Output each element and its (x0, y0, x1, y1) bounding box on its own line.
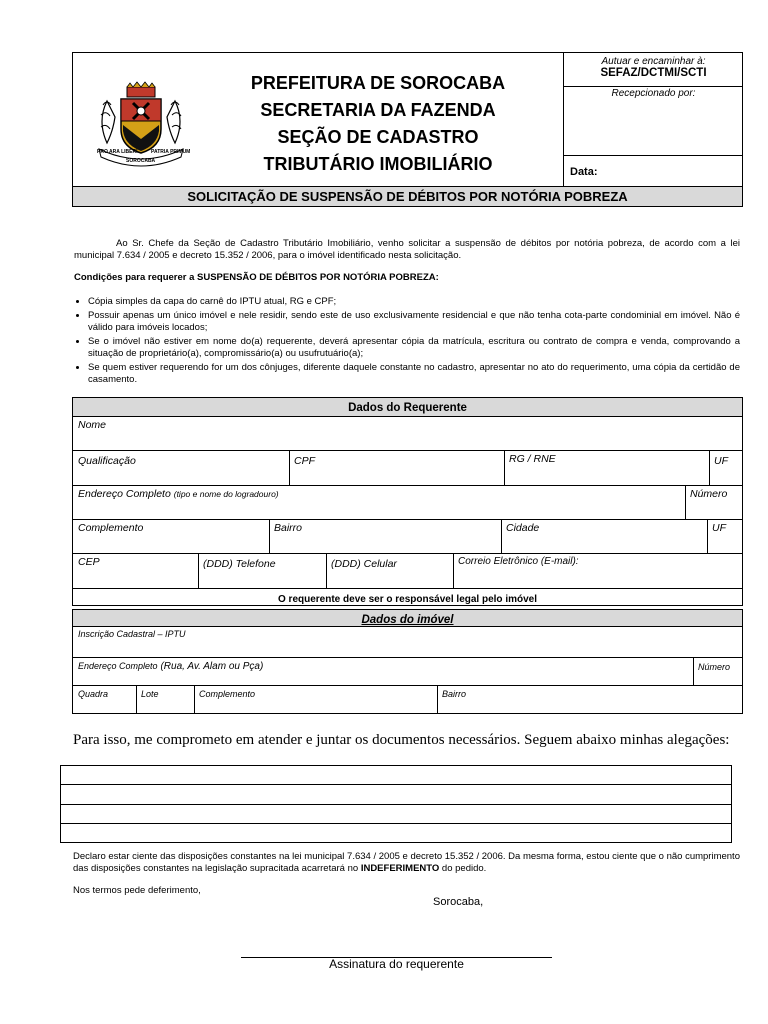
org-title (191, 70, 565, 178)
imovel-title: Dados do imóvel (361, 614, 454, 626)
org-line-1: PREFEITURA DE SOROCABA (250, 73, 506, 93)
lote-label: Lote (141, 689, 159, 699)
imovel-endereco-prefix: Endereço Completo (78, 661, 158, 671)
requerente-title: Dados do Requerente (348, 402, 467, 414)
signature-label: Assinatura do requerente (329, 957, 464, 971)
celular-label: (DDD) Celular (331, 558, 397, 570)
crest-motto-right: PATRIA PRIMUM (151, 149, 191, 155)
email-label: Correio Eletrônico (E-mail): (458, 556, 579, 567)
imovel-endereco-suffix: (Rua, Av. Alam ou Pça) (160, 661, 264, 672)
route-value: SEFAZ/DCTMI/SCTI (600, 67, 707, 79)
bairro-label: Bairro (274, 522, 303, 534)
uf-field[interactable] (709, 451, 742, 485)
form-title-band (73, 186, 742, 206)
intro-paragraph: Ao Sr. Chefe da Seção de Cadastro Tributário Imobiliário, venho solicitar a suspensão de débitos por notória pobreza, de acordo com a lei municipal 7.634 / 2005 e decreto 15.352 / 2006, para o imóvel identificado nesta solicitação. (74, 238, 740, 261)
alegacoes-text: Para isso, me comprometo em atender e juntar os documentos necessários. Seguem abaixo minhas alegações: (73, 732, 730, 748)
date-field[interactable] (564, 156, 743, 186)
rg-label: RG / RNE (509, 453, 556, 465)
conditions-list (74, 296, 740, 386)
condition-item: • Cópia simples da capa do carnê do IPTU atual, RG e CPF; (88, 296, 740, 308)
cidade-label: Cidade (506, 522, 540, 534)
inscricao-label: Inscrição Cadastral – IPTU (78, 629, 186, 639)
rg-field[interactable] (504, 451, 710, 485)
routing-panel (563, 53, 743, 186)
cep-field[interactable] (73, 554, 199, 588)
declaration-start: Declaro estar ciente das disposições constantes na lei municipal 7.634 / 2005 e decreto 15.352 / 2006. Da mesma forma, estou ciente que o não cumprimento das disposições constantes na legislação supracitada acarretará no (73, 851, 740, 874)
declaration-bold: INDEFERIMENTO (360, 863, 440, 874)
celular-field[interactable] (326, 554, 454, 588)
endereco-label (78, 488, 279, 500)
email-field[interactable] (453, 554, 742, 588)
alegacao-line[interactable] (61, 766, 731, 785)
endereco-label-text: Endereço Completo (78, 488, 171, 500)
qualificacao-field[interactable] (73, 451, 290, 485)
complemento-field[interactable] (73, 520, 270, 553)
alegacao-line[interactable] (61, 785, 731, 805)
imovel-endereco-field[interactable] (73, 658, 694, 685)
org-line-2: SECRETARIA DA FAZENDA (260, 100, 496, 120)
imovel-complemento-label: Complemento (199, 689, 256, 699)
alegacao-line[interactable] (61, 824, 731, 842)
alegacoes-lines[interactable] (60, 765, 732, 843)
declaration (73, 851, 741, 875)
telefone-label: (DDD) Telefone (203, 558, 276, 570)
numero-field[interactable] (685, 486, 742, 519)
crest-ribbon: SOROCABA (126, 158, 156, 164)
nome-label: Nome (78, 419, 107, 431)
complemento-label: Complemento (78, 522, 144, 534)
imovel-numero-label: Número (698, 662, 731, 672)
conditions-title: Condições para requerer a SUSPENSÃO DE DÉBITOS POR NOTÓRIA POBREZA: (74, 272, 439, 283)
cpf-label: CPF (294, 455, 315, 467)
cep-label: CEP (78, 556, 100, 568)
lote-field[interactable] (136, 686, 195, 713)
org-line-4: TRIBUTÁRIO IMOBILIÁRIO (263, 154, 493, 174)
received-by-field[interactable] (564, 87, 743, 156)
condition-item: • Se o imóvel não estiver em nome do(a) requerente, deverá apresentar cópia da matrícula, escritura ou contrato de compra e venda, comprovando a situação de proprietário(a), compromissário(a) ou usufrutuário(a); (88, 336, 740, 360)
endereco-field[interactable] (73, 486, 686, 519)
declaration-end: do pedido. (439, 863, 487, 874)
alegacao-line[interactable] (61, 805, 731, 824)
imovel-bairro-label: Bairro (442, 689, 467, 699)
date-label: Data: (570, 166, 598, 178)
city-label: Sorocaba, (433, 896, 484, 908)
requerente-section (72, 397, 743, 606)
form-title: SOLICITAÇÃO DE SUSPENSÃO DE DÉBITOS POR NOTÓRIA POBREZA (187, 189, 628, 204)
cidade-field[interactable] (501, 520, 708, 553)
responsavel-note (73, 589, 742, 605)
condition-item: • Se quem estiver requerendo for um dos cônjuges, diferente daquele constante no cadastro, apresentar no ato do requerimento, uma cópia da certidão de casamento. (88, 362, 740, 386)
responsavel-note-text: O requerente deve ser o responsável legal pelo imóvel (278, 594, 537, 605)
imovel-section (72, 609, 743, 714)
nome-field[interactable] (73, 417, 742, 451)
quadra-field[interactable] (73, 686, 137, 713)
bairro-field[interactable] (269, 520, 502, 553)
received-label: Recepcionado por: (611, 88, 696, 99)
imovel-title-band (73, 610, 742, 627)
route-label: Autuar e encaminhar à: (601, 56, 706, 67)
crest-motto-left: PRO ARA LIBERI (97, 149, 138, 155)
uf-label: UF (714, 455, 728, 467)
telefone-field[interactable] (198, 554, 327, 588)
endereco-hint: (tipo e nome do logradouro) (173, 489, 279, 499)
qualificacao-label: Qualificação (78, 455, 136, 467)
deferimento-text: Nos termos pede deferimento, (73, 885, 201, 896)
city-crest-logo (93, 81, 189, 167)
numero-label: Número (690, 488, 728, 500)
quadra-label: Quadra (78, 689, 109, 699)
header-box (72, 52, 743, 207)
imovel-numero-field[interactable] (693, 658, 742, 685)
imovel-complemento-field[interactable] (194, 686, 438, 713)
imovel-endereco-label (78, 660, 263, 672)
inscricao-field[interactable] (73, 627, 742, 658)
condition-item: • Possuir apenas um único imóvel e nele residir, sendo este de uso exclusivamente residencial e que não tenha cota-parte condominial em imóvel. Não é válido para imóveis locados; (88, 310, 740, 334)
uf2-label: UF (712, 522, 726, 534)
imovel-bairro-field[interactable] (437, 686, 742, 713)
cpf-field[interactable] (289, 451, 505, 485)
org-line-3: SEÇÃO DE CADASTRO (277, 127, 479, 147)
uf2-field[interactable] (707, 520, 742, 553)
requerente-title-band (73, 398, 742, 417)
